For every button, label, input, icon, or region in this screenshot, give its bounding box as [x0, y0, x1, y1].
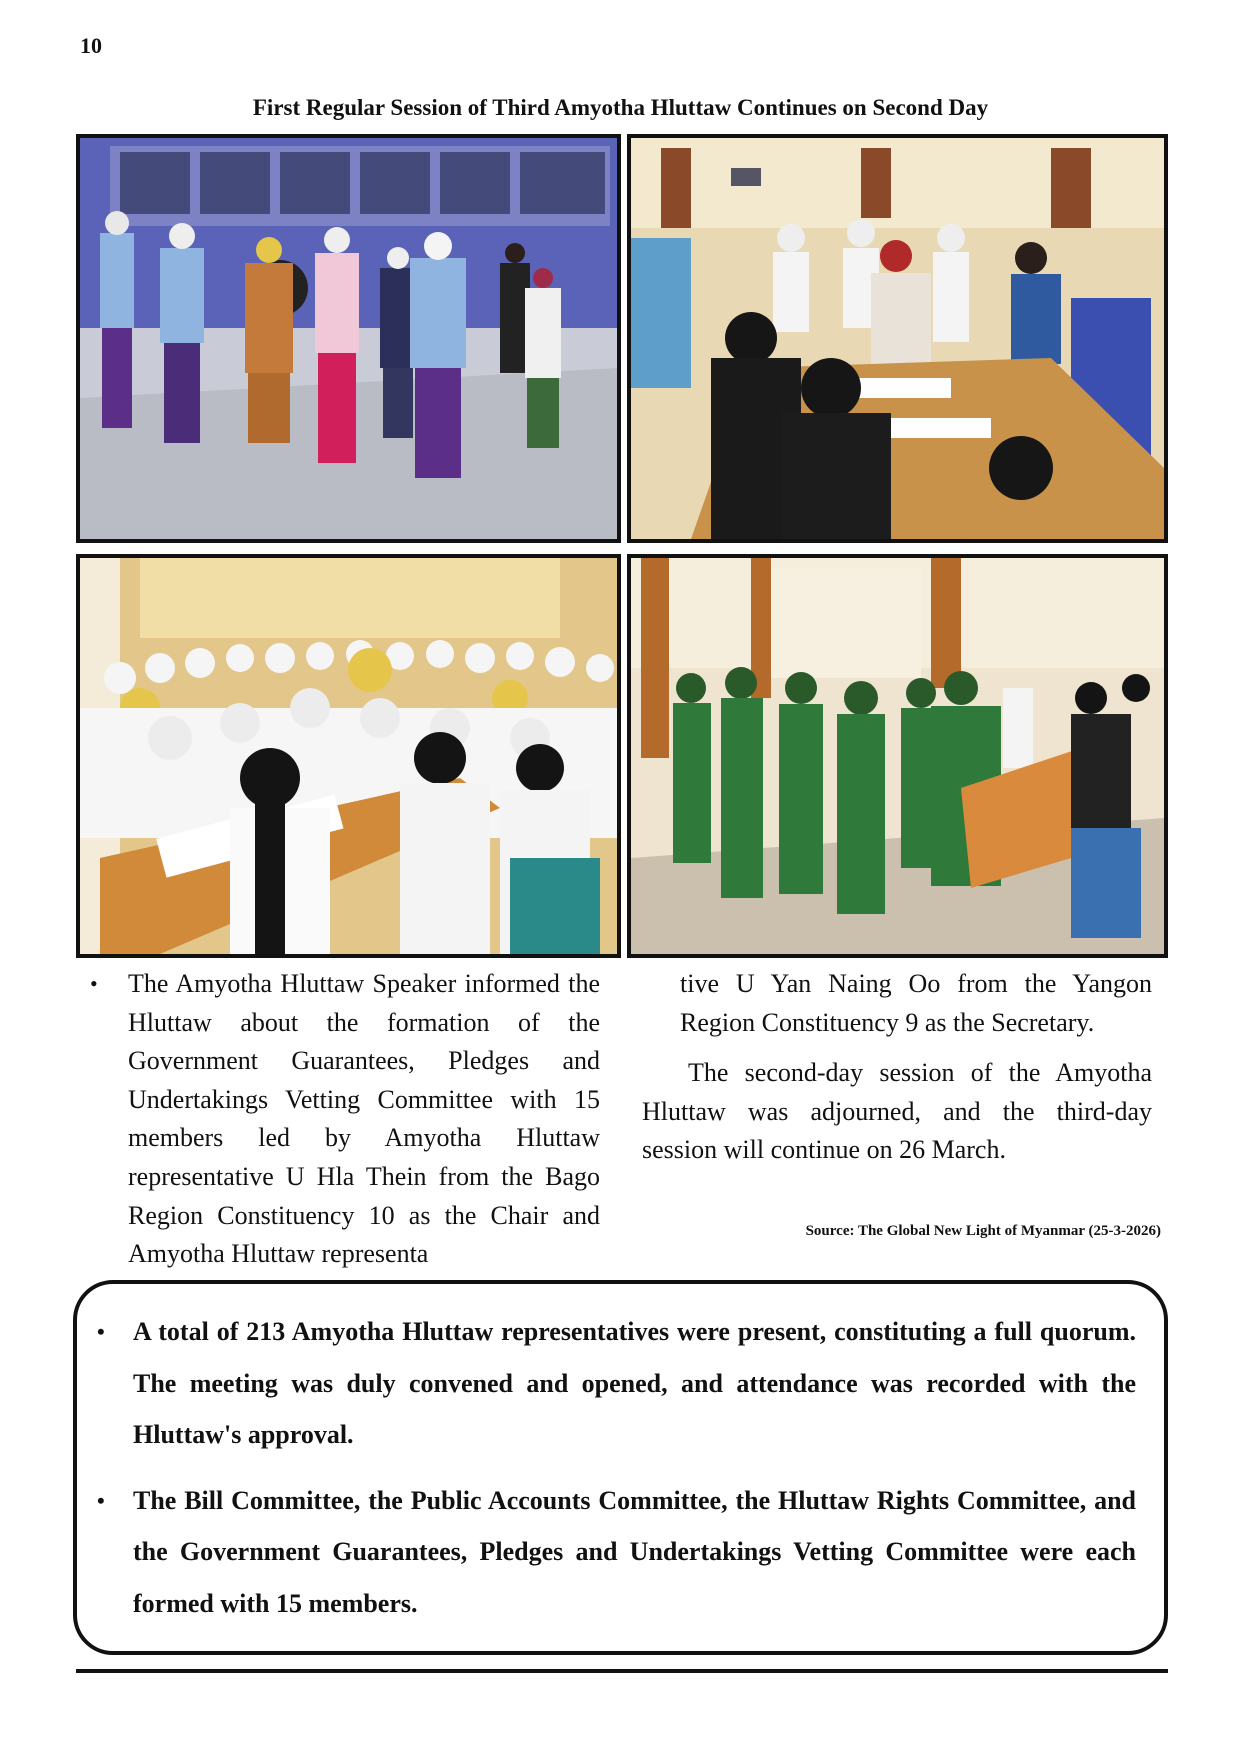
article-right-column — [642, 965, 1152, 1170]
military-representatives-photo — [627, 554, 1168, 958]
article-continuation-text: tive U Yan Naing Oo from the Yangon Region Constituency 9 as the Secretary. — [680, 969, 1152, 1037]
registration-desk-photo — [627, 134, 1168, 543]
highlight-item — [97, 1306, 1136, 1461]
representatives-signing-photo — [76, 554, 621, 958]
highlight-item — [97, 1475, 1136, 1630]
article-left-column — [90, 965, 600, 1274]
bottom-rule — [76, 1669, 1168, 1673]
bullet-icon: • — [90, 971, 98, 996]
bullet-icon: • — [97, 1487, 105, 1513]
headline: First Regular Session of Third Amyotha Hluttaw Continues on Second Day — [252, 95, 989, 120]
article-bullet-text: The Amyotha Hluttaw Speaker informed the Hluttaw about the formation of the Government Guarantees, Pledges and Undertakings Vetting Committee with 15 members led by Amyotha Hluttaw representative U Hla Thein from the Bago Region Constituency 10 as the Chair and Amyotha Hluttaw representa — [128, 969, 600, 1269]
page-number: 10 — [80, 33, 102, 58]
highlight-item-text: A total of 213 Amyotha Hluttaw representatives were present, constituting a full quorum. The meeting was duly convened and opened, and attendance was recorded with the Hluttaw's approval. — [133, 1317, 1136, 1449]
highlight-box — [73, 1280, 1168, 1655]
bullet-icon: • — [97, 1319, 105, 1344]
representatives-arriving-photo — [76, 134, 621, 543]
highlight-item-text: The Bill Committee, the Public Accounts Committee, the Hluttaw Rights Committee, and the Government Guarantees, Pledges and Undertakings Vetting Committee were each formed with 15 members. — [133, 1485, 1136, 1618]
source-credit: Source: The Global New Light of Myanmar (25-3-2026) — [805, 1223, 1161, 1239]
article-paragraph: The second-day session of the Amyotha Hluttaw was adjourned, and the third-day session will continue on 26 March. — [642, 1058, 1152, 1165]
